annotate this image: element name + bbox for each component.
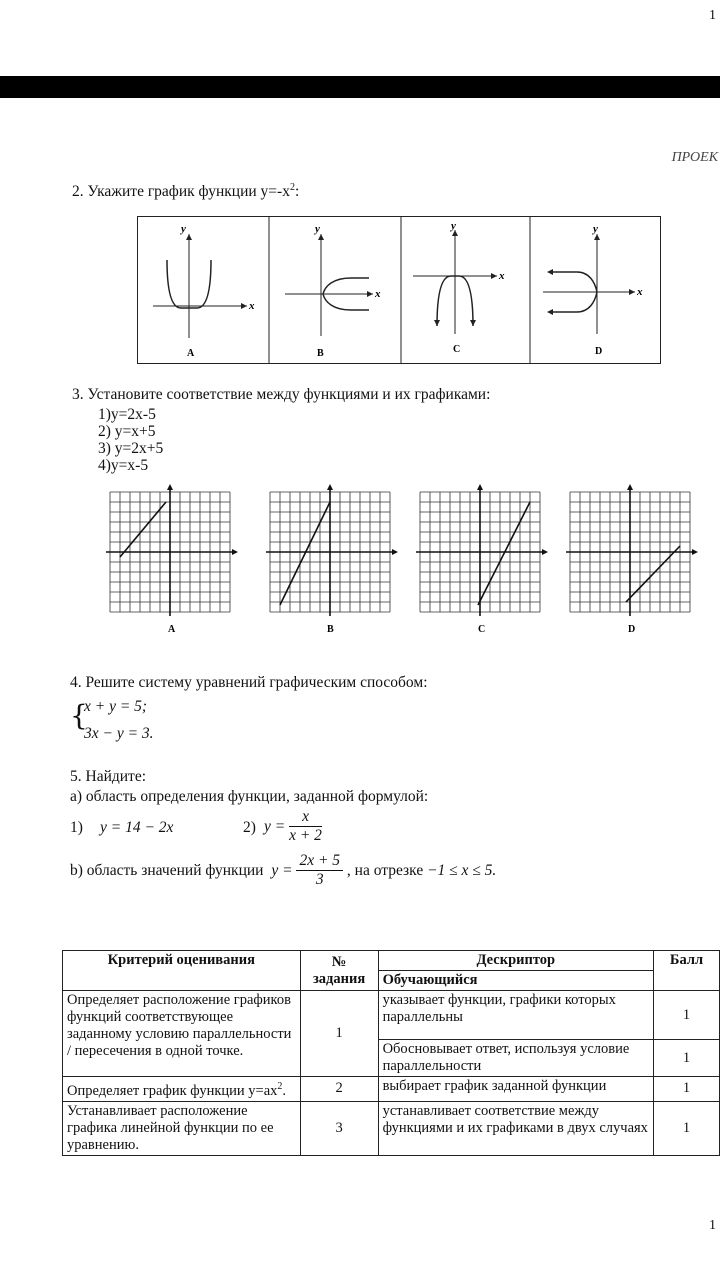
q3-item-2: 2) y=x+5 [98,423,156,440]
q5-b-denominator: 3 [315,871,324,888]
page-number-bottom: 1 [709,1218,716,1233]
q2-label-a: A [187,348,195,359]
r1-desc2: Обосновывает ответ, используя условие параллельности [378,1040,653,1077]
r1-criterion: Определяет расположение графиков функций соответствующее заданному условию параллельности / пересечения в одной точке. [63,991,301,1077]
r3-desc: устанавливает соответствие между функциями и их графиками в двух случаях [378,1101,653,1155]
r3-criterion: Устанавливает расположение графика линейной функции по ее уравнению. [63,1101,301,1155]
table-header-row [63,951,720,971]
q5-b-numerator: 2x + 5 [296,852,343,871]
q3-item-4: 4)y=x-5 [98,457,149,474]
q2-label-c: C [453,344,461,355]
question-5-title: 5. Найдите: [70,768,147,785]
q2-b-axis-x: x [375,288,381,300]
q5-f1: y = 14 − 2x [100,819,174,836]
q2-graph-b [285,223,381,359]
q2-b-axis-y: y [315,223,320,235]
q3-item-1: 1)y=2x-5 [98,406,156,423]
question-2-title [72,178,299,201]
q4-brace: { [70,699,88,732]
table-subheader-row [63,971,720,991]
q3-graphs [100,482,720,642]
r2-task: 2 [300,1077,378,1102]
r1-task: 1 [300,991,378,1077]
q2-label-b: B [317,348,324,359]
r2-criterion [63,1077,301,1102]
q5-b-range: −1 ≤ x ≤ 5. [427,862,497,879]
q2-c-axis-x: x [499,270,505,282]
q3-item-3: 3) y=2x+5 [98,440,164,457]
q2-d-axis-y: y [593,223,598,235]
q2-c-axis-y: y [451,220,456,232]
q5-f2 [264,808,322,845]
q3-label-b: B [327,624,334,635]
q5-b-fraction [296,852,343,889]
q2-graph-grid [137,216,661,364]
q2-tail: : [294,183,300,201]
q2-sup: 2 [289,182,295,193]
table-row [63,1101,720,1155]
q2-outer-frame [138,217,661,364]
q2-text: 2. Укажите график функции y=-x [72,183,290,201]
q2-a-axis-x: x [249,300,255,312]
header-label: ПРОЕК [671,150,718,165]
q2-graph-d [543,223,643,357]
header-criterion: Критерий оценивания [63,951,301,971]
q4-eq1: x + y = 5; [84,698,148,715]
q3-label-d: D [628,624,636,635]
r3-score: 1 [654,1101,720,1155]
q2-label-d: D [595,346,603,357]
r2-criterion-text: Определяет график функции y=ax [67,1082,278,1099]
q5-f2-lhs: y = [264,818,286,835]
r1-score1: 1 [654,991,720,1040]
q5-b-lhs: y = [271,862,293,879]
q2-a-axis-y: y [181,223,186,235]
criteria-table [62,950,720,1156]
q3-graph-group [106,484,698,616]
q5-f1-number: 1) [70,819,83,836]
q4-eq2: 3x − y = 3. [84,725,154,742]
header-task: № задания [300,951,378,991]
table-row [63,1077,720,1102]
r3-task: 3 [300,1101,378,1155]
q3-grid-c [416,484,548,616]
header-descriptor: Дескриптор [378,951,653,971]
q3-label-a: A [168,624,176,635]
q5-part-a: a) область определения функции, заданной формулой: [70,788,429,805]
header-score: Балл [654,951,720,971]
page-number-top: 1 [709,8,716,23]
r2-desc: выбирает график заданной функции [378,1077,653,1102]
q5-f2-numerator: x [289,808,322,827]
q3-grid-b [266,484,398,616]
q2-graph-a [153,223,255,359]
q5-b-text: b) область значений функции [70,862,264,879]
q3-label-c: C [478,624,486,635]
q5-f2-fraction [289,808,322,845]
q5-f2-denominator: x + 2 [289,827,322,844]
q3-grid-d [566,484,698,616]
q5-part-b [70,852,496,889]
q2-graph-c [413,220,505,355]
q5-b-tail: , на отрезке [346,862,424,879]
question-4-title: 4. Решите систему уравнений графическим способом: [70,674,428,691]
r1-desc1: указывает функции, графики которых параллельны [378,991,653,1040]
r2-sup: 2 [277,1081,283,1092]
r2-tail: . [282,1082,287,1099]
table-row [63,991,720,1040]
q3-grid-a [106,484,238,616]
black-bar [0,76,720,98]
q2-d-axis-x: x [637,286,643,298]
question-3-title: 3. Установите соответствие между функциями и их графиками: [72,386,491,403]
r1-score2: 1 [654,1040,720,1077]
header-learner: Обучающийся [378,971,653,991]
q5-f2-number: 2) [243,819,256,836]
r2-score: 1 [654,1077,720,1102]
